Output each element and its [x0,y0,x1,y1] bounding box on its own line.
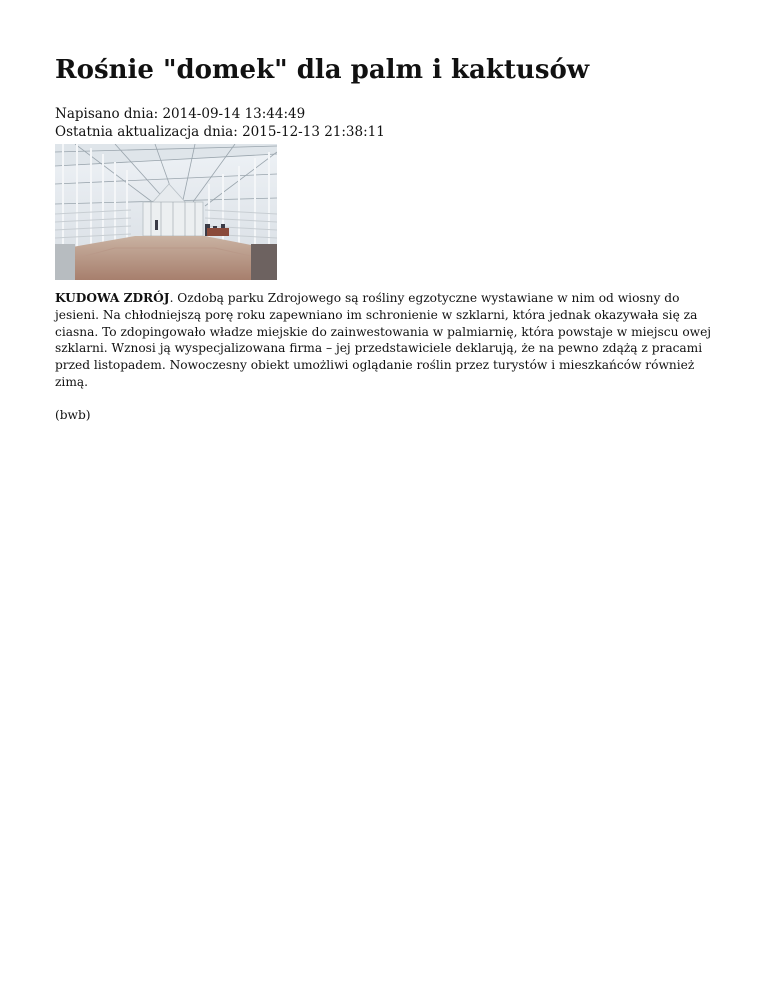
author-signature: (bwb) [55,407,91,422]
article-meta [55,105,715,141]
article-location-lead: KUDOWA ZDRÓJ [55,291,170,305]
updated-date: Ostatnia aktualizacja dnia: 2015-12-13 21:38:11 [55,124,385,140]
article-page [55,52,715,423]
construction-site-photo [55,144,277,280]
article-body [55,290,715,391]
article-text: . Ozdobą parku Zdrojowego są rośliny egzotyczne wystawiane w nim od wiosny do jesieni. Na chłodniejszą porę roku zapewniano im schronienie w szklarni, która jednak okazywała się za ciasna. To zdopingowało władze miejskie do zainwestowania w palmiarnię, która powstaje w miejscu owej szklarni. Wznosi ją wyspecjalizowana firma – jej przedstawiciele deklarują, że na pewno zdążą z pracami przed listopadem. Nowoczesny obiekt umożliwi oglądanie roślin przez turystów i mieszkańców również zimą. [55,291,712,389]
published-date: Napisano dnia: 2014-09-14 13:44:49 [55,106,306,122]
article-title: Rośnie "domek" dla palm i kaktusów [55,55,590,85]
